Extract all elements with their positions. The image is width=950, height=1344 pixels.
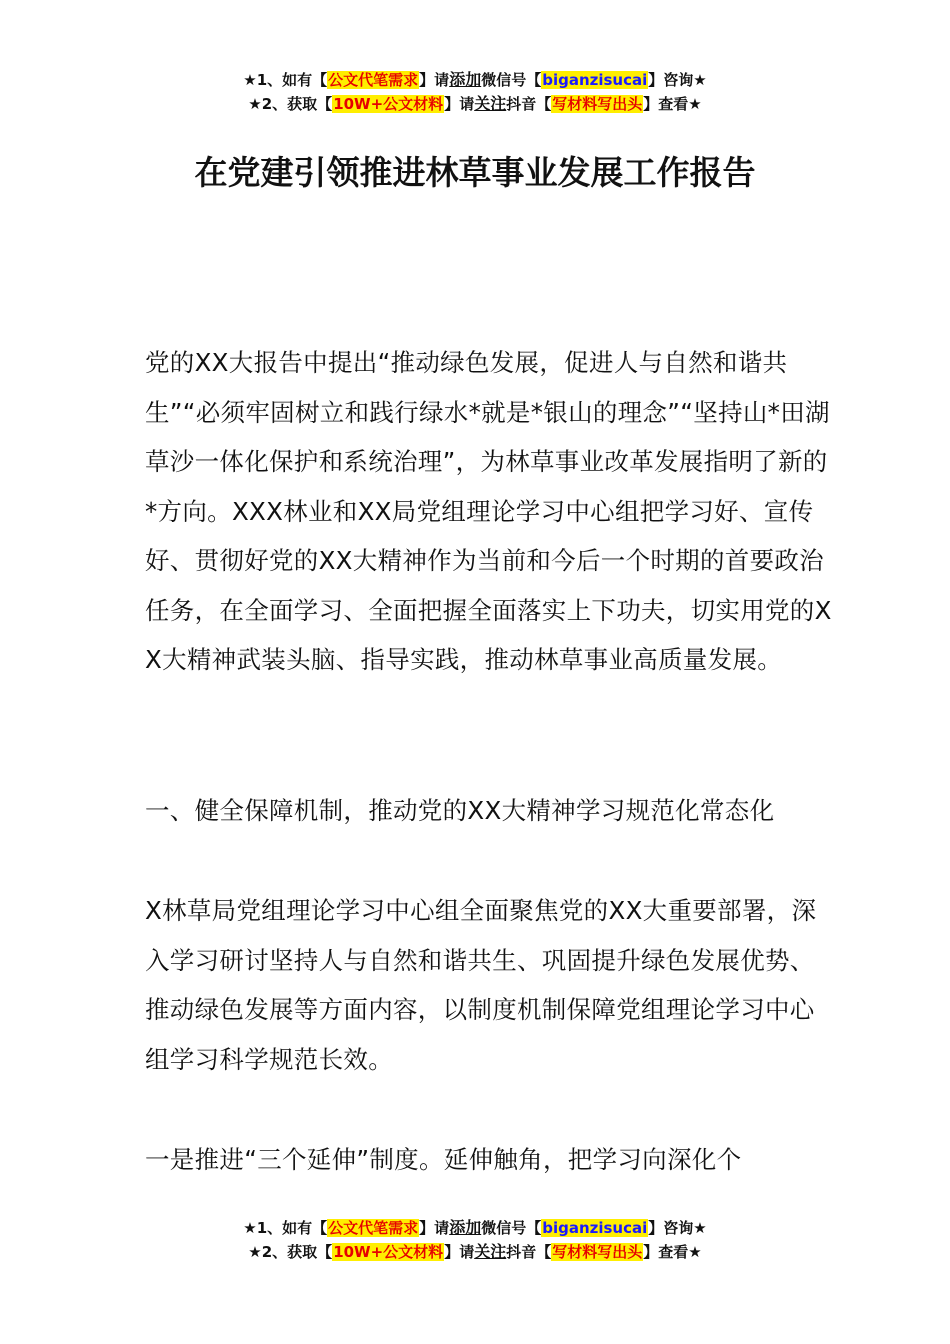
promo-text: 】查看★ [643,95,702,113]
body-paragraph-point-1 [145,1135,835,1185]
promo-text: 】查看★ [643,1243,702,1261]
paragraph-text: 一是推进“三个延伸”制度。延伸触角，把学习向深化个 [145,1145,742,1174]
document-title: 在党建引领推进林草事业发展工作报告 [194,153,756,192]
promo-highlight: 公文代笔需求 [328,71,419,89]
promo-line-2 [0,92,950,116]
body-paragraph-intro [145,338,835,685]
promo-text: 】请 [444,95,475,113]
promo-emphasis: 关注 [474,1242,507,1261]
promo-highlight: 10W+公文材料 [333,1243,444,1261]
promo-highlight: 10W+公文材料 [333,95,444,113]
promo-emphasis: 添加 [449,70,482,89]
promo-text: ★1、如有【 [243,1219,328,1237]
body-paragraph-section-1 [145,886,835,1084]
promo-highlight: 写材料写出头 [552,95,643,113]
promo-text: 微信号【 [481,1219,542,1237]
promo-wechat-id: biganzisucai [542,71,648,89]
promo-wechat-id: biganzisucai [542,1219,648,1237]
promo-text: 】请 [419,1219,450,1237]
promo-text: ★1、如有【 [243,71,328,89]
promo-text: 】咨询★ [648,1219,707,1237]
promo-text: 抖音【 [506,1243,552,1261]
promo-text: 】请 [444,1243,475,1261]
paragraph-text: X林草局党组理论学习中心组全面聚焦党的XX大重要部署，深入学习研讨坚持人与自然和谐共生、巩固提升绿色发展优势、推动绿色发展等方面内容，以制度机制保障党组理论学习中心组学习科学规范长效。 [145,896,817,1074]
paragraph-text: 党的XX大报告中提出“推动绿色发展，促进人与自然和谐共生”“必须牢固树立和践行绿水*就是*银山的理念”“坚持山*田湖草沙一体化保护和系统治理”，为林草事业改革发展指明了新的*方向。XXX林业和XX局党组理论学习中心组把学习好、宣传好、贯彻好党的XX大精神作为当前和今后一个时期的首要政治任务，在全面学习、全面把握全面落实上下功夫，切实用党的XX大精神武装头脑、指导实践，推动林草事业高质量发展。 [145,348,832,674]
promo-highlight: 写材料写出头 [552,1243,643,1261]
promo-line-1 [0,1216,950,1240]
top-promo-banner [0,68,950,116]
promo-text: 】请 [419,71,450,89]
section-heading-1 [145,786,835,836]
promo-text: 】咨询★ [648,71,707,89]
promo-emphasis: 关注 [474,94,507,113]
promo-emphasis: 添加 [449,1218,482,1237]
promo-highlight: 公文代笔需求 [328,1219,419,1237]
promo-text: 抖音【 [506,95,552,113]
promo-text: 微信号【 [481,71,542,89]
promo-line-1 [0,68,950,92]
promo-text: ★2、获取【 [248,95,333,113]
paragraph-text: 一、健全保障机制，推动党的XX大精神学习规范化常态化 [145,796,775,825]
bottom-promo-banner [0,1216,950,1264]
promo-text: ★2、获取【 [248,1243,333,1261]
promo-line-2 [0,1240,950,1264]
